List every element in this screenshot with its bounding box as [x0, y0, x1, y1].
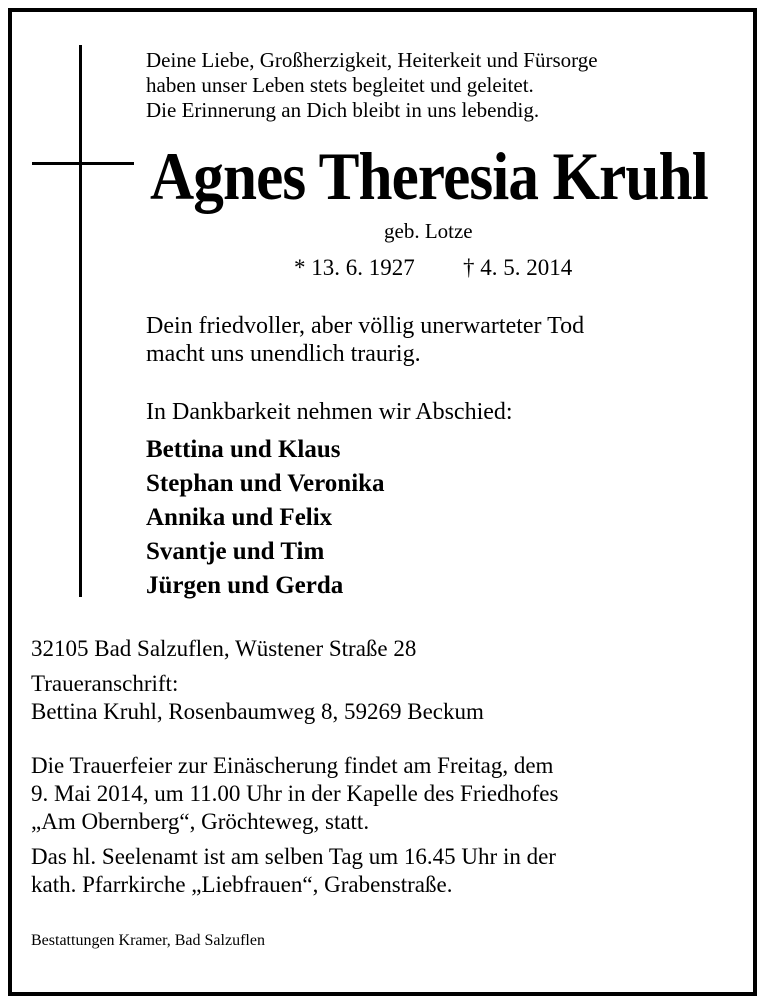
mourners-list — [146, 433, 385, 603]
cross-vertical-bar — [79, 45, 82, 597]
mourner-name: Stephan und Veronika — [146, 470, 385, 497]
death-date: † 4. 5. 2014 — [463, 255, 573, 280]
service-line: 9. Mai 2014, um 11.00 Uhr in der Kapelle des Friedhofes — [31, 781, 559, 806]
sorrow-text — [146, 312, 584, 368]
funeral-service-info — [31, 752, 558, 836]
birth-date: * 13. 6. 1927 — [294, 255, 415, 280]
mourner-name: Svantje und Tim — [146, 538, 325, 565]
mourner-name: Jürgen und Gerda — [146, 572, 344, 599]
verse-line: haben unser Leben stets begleitet und geleitet. — [146, 73, 534, 97]
mourner-name: Bettina und Klaus — [146, 436, 341, 463]
mourning-address-value: Bettina Kruhl, Rosenbaumweg 8, 59269 Beckum — [31, 699, 484, 724]
verse-line: Deine Liebe, Großherzigkeit, Heiterkeit und Fürsorge — [146, 48, 598, 72]
deceased-name: Agnes Theresia Kruhl — [150, 138, 708, 214]
cross-horizontal-bar — [32, 162, 134, 165]
sorrow-line: macht uns unendlich traurig. — [146, 341, 421, 367]
residence-address: 32105 Bad Salzuflen, Wüstener Straße 28 — [31, 636, 417, 661]
mass-line: kath. Pfarrkirche „Liebfrauen“, Grabenstraße. — [31, 872, 453, 897]
mourning-address-label: Traueranschrift: — [31, 671, 179, 696]
undertaker-credit: Bestattungen Kramer, Bad Salzuflen — [31, 932, 265, 949]
mourner-name: Annika und Felix — [146, 504, 333, 531]
mass-line: Das hl. Seelenamt ist am selben Tag um 16.45 Uhr in der — [31, 844, 556, 869]
farewell-text: In Dankbarkeit nehmen wir Abschied: — [146, 399, 513, 425]
mourning-address — [31, 670, 484, 726]
requiem-mass-info — [31, 843, 556, 899]
sorrow-line: Dein friedvoller, aber völlig unerwarteter Tod — [146, 313, 585, 339]
service-line: Die Trauerfeier zur Einäscherung findet am Freitag, dem — [31, 753, 554, 778]
service-line: „Am Obernberg“, Gröchteweg, statt. — [31, 809, 370, 834]
maiden-name: geb. Lotze — [384, 219, 473, 243]
memorial-verse — [146, 48, 598, 123]
verse-line: Die Erinnerung an Dich bleibt in uns lebendig. — [146, 98, 540, 122]
